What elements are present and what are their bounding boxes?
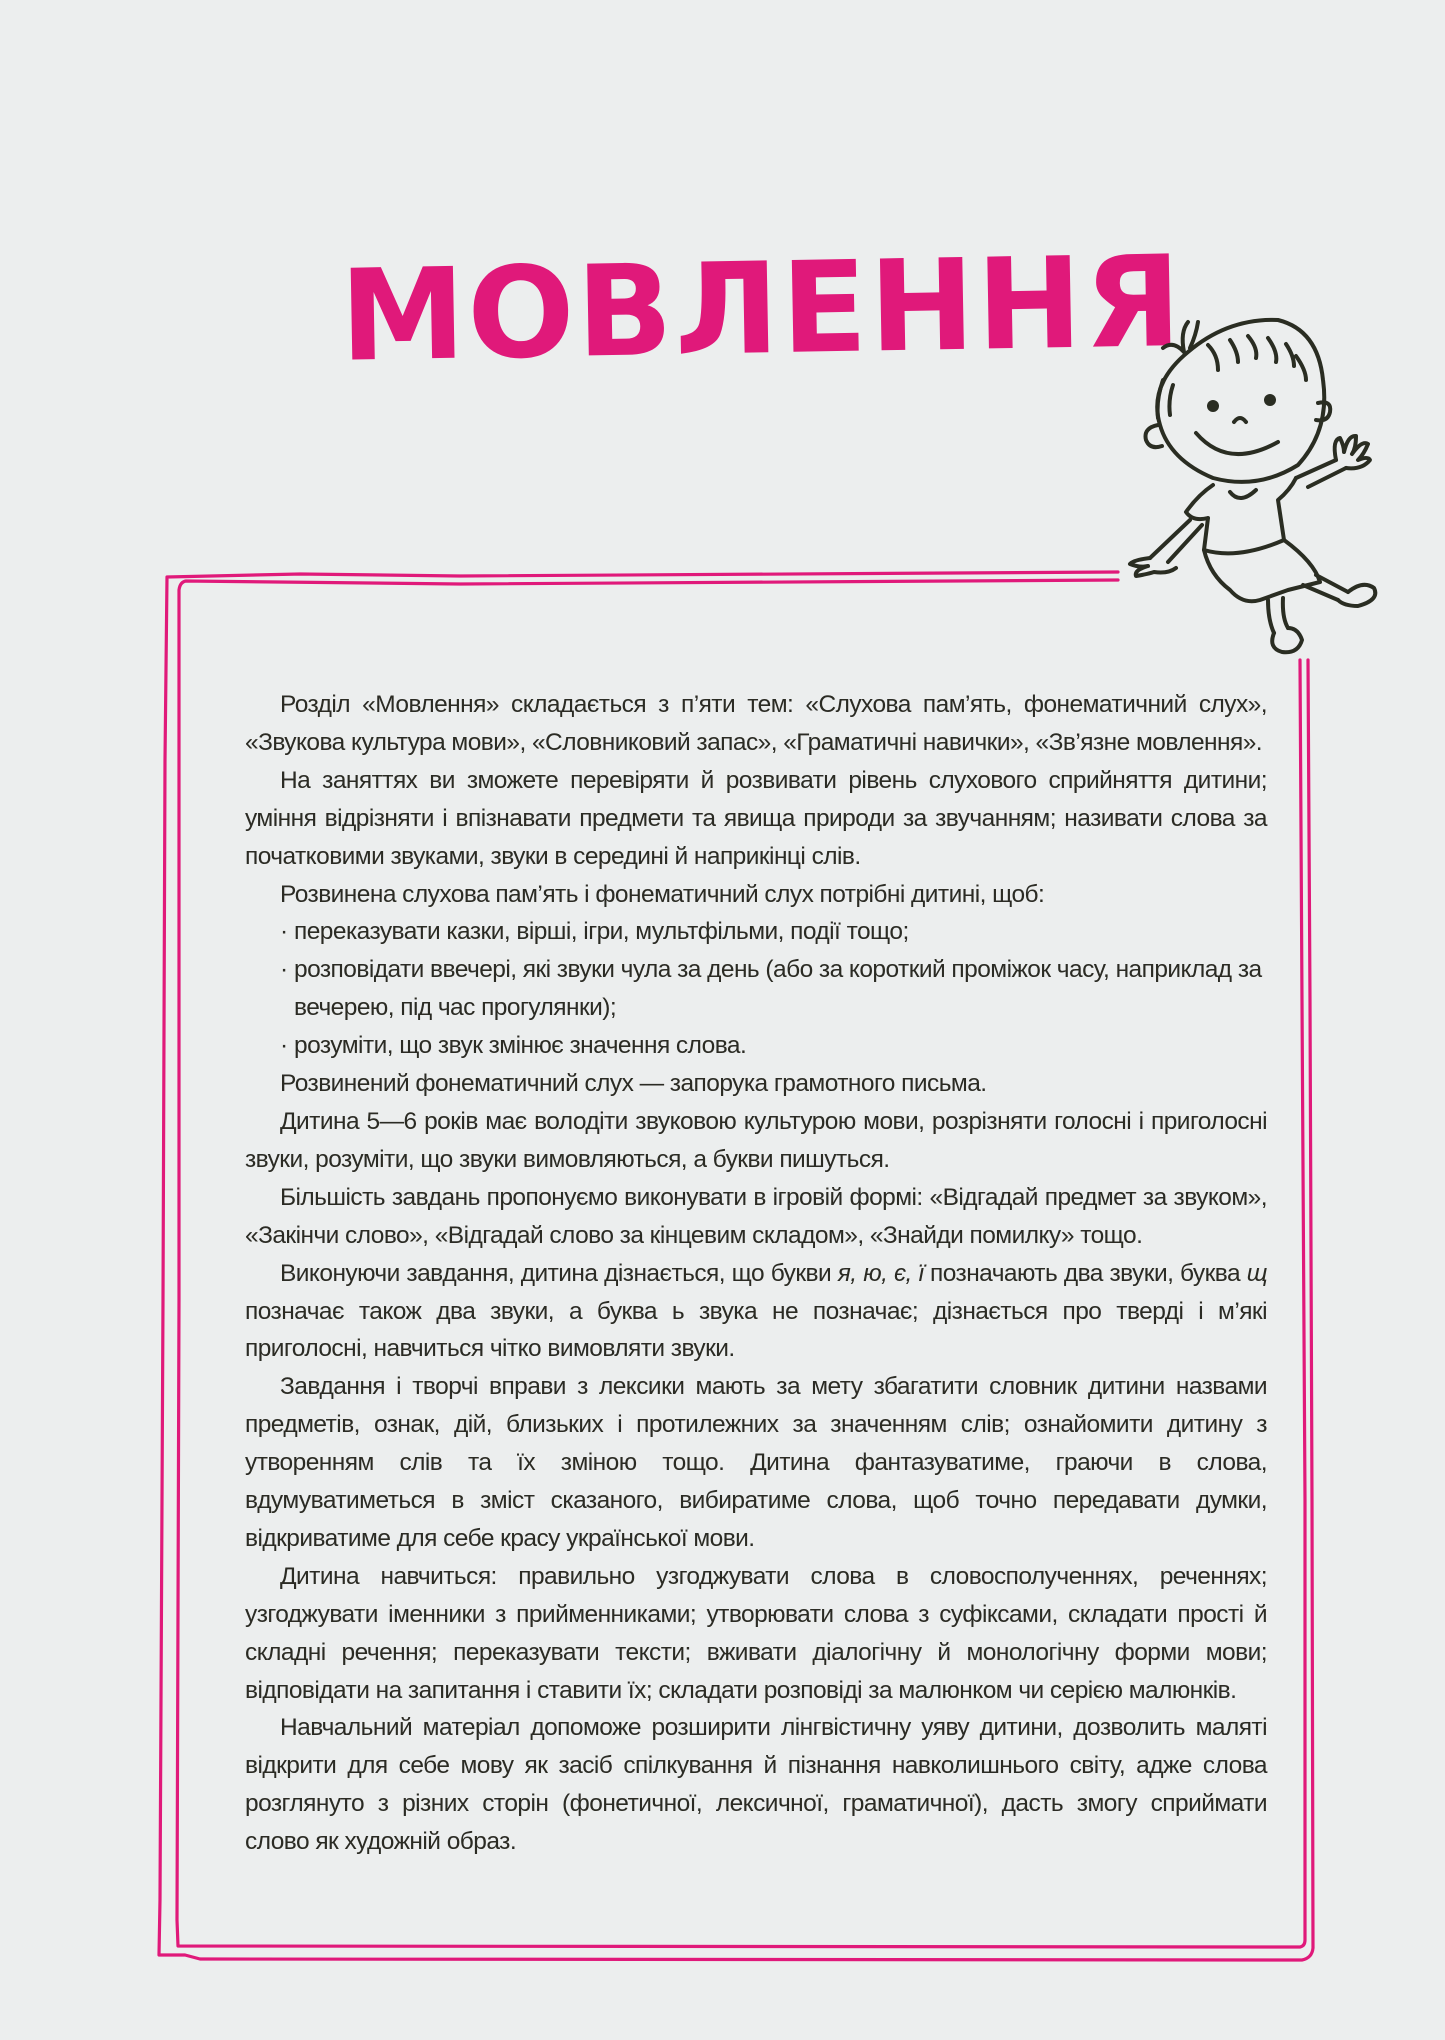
italic-letter: щ	[1246, 1259, 1268, 1287]
list-item	[245, 913, 1267, 951]
soft-sign-letter: ь	[671, 1297, 685, 1325]
left-eye	[1207, 400, 1219, 412]
bullet-marker: ·	[280, 918, 288, 946]
hair-strands	[1208, 336, 1306, 380]
paragraph: Розвинений фонематичний слух — запорука грамотного письма.	[280, 1070, 987, 1098]
list-item-text: розуміти, що звук змінює значення слова.	[294, 1032, 747, 1060]
paragraph: Розділ «Мовлення» складається з п’яти тем: «Слухова пам’ять, фонематичний слух», «Звукова культура мови», «Словниковий запас», «Граматичні навички», «Зв’язне мовлення».	[245, 691, 1267, 756]
paragraph: Дитина 5—6 років має володіти звуковою культурою мови, розрізняти голосні і приголосні звуки, розуміти, що звуки вимовляються, а букви пишуться.	[245, 1107, 1267, 1173]
paragraph: Завдання і творчі вправи з лексики мають за мету збагатити словник дитини назвами предметів, ознак, дій, близьких і протилежних за значенням слів; ознайомити дитину з утворенням слів та їх зміною тощо. Дитина фантазуватиме, граючи в слова, вдумуватиметься в зміст сказаного, вибиратиме слова, щоб точно передавати думки, відкриватиме для себе красу української мови.	[245, 1373, 1267, 1552]
mouth	[1196, 433, 1278, 454]
paragraph: Більшість завдань пропонуємо виконувати в ігровій формі: «Відгадай предмет за звуком», «Закінчи слово», «Відгадай слово за кінцевим складом», «Знайди помилку» тощо.	[245, 1183, 1267, 1249]
list-item	[245, 1027, 1267, 1065]
left-foot	[1272, 628, 1302, 652]
page-title: МОВЛЕННЯ	[338, 228, 1185, 390]
nose	[1234, 418, 1246, 422]
right-leg	[1303, 575, 1348, 600]
text-fragment: звука не позначає; дізнається про тверді і м’які приголосні, навчиться чітко вимовляти звуки.	[245, 1297, 1267, 1363]
waving-hand	[1335, 436, 1370, 468]
bullet-marker: ·	[280, 1032, 288, 1060]
italic-letters: я, ю, є, ї	[837, 1259, 924, 1287]
text-fragment: позначає також два звуки, а буква	[245, 1297, 672, 1325]
collar	[1230, 490, 1256, 498]
right-eye	[1264, 394, 1276, 406]
left-arm	[1150, 520, 1202, 562]
bullet-marker: ·	[280, 956, 288, 984]
paragraph: На заняттях ви зможете перевіряти й розвивати рівень слухового сприйняття дитини; уміння відрізняти і впізнавати предмети та явища природи за звучанням; називати слова за початковими звуками, звуки в середині й наприкінці слів.	[245, 766, 1267, 870]
list-item-text: розповідати ввечері, які звуки чула за день (або за короткий проміжок часу, наприклад за вечерею, під час прогулянки);	[294, 956, 1262, 1022]
paragraph: Розвинена слухова пам’ять і фонематичний слух потрібні дитині, щоб:	[280, 880, 1045, 908]
smiling-boy-illustration	[1118, 300, 1388, 670]
list-item-text: переказувати казки, вірші, ігри, мультфільми, події тощо;	[294, 918, 909, 946]
paragraph-letters	[245, 1255, 1267, 1369]
text-fragment: Виконуючи завдання, дитина дізнається, що букви	[280, 1259, 838, 1287]
shirt	[1186, 478, 1296, 553]
list-item	[245, 951, 1267, 1027]
paragraph: Дитина навчиться: правильно узгоджувати слова в словосполученнях, реченнях; узгоджувати іменники з прийменниками; утворювати слова з суфіксами, складати прості й складні речення; переказувати тексти; вживати діалогічну й монологічну форми мови; відповідати на запитання і ставити їх; складати розповіді за малюнком чи серією малюнків.	[245, 1562, 1267, 1704]
left-leg	[1268, 598, 1288, 633]
hair-side	[1158, 380, 1173, 418]
chapter-intro-text	[245, 686, 1267, 1861]
waving-arm	[1296, 460, 1346, 487]
text-fragment: позначають два звуки, буква	[923, 1259, 1247, 1287]
paragraph: Навчальний матеріал допоможе розширити лінгвістичну уяву дитини, дозволить маляті відкрити для себе мову як засіб спілкування й пізнання навколишнього світу, адже слова розглянуто з різних сторін (фонетичної, лексичної, граматичної), дасть змогу сприймати слово як художній образ.	[245, 1714, 1267, 1856]
